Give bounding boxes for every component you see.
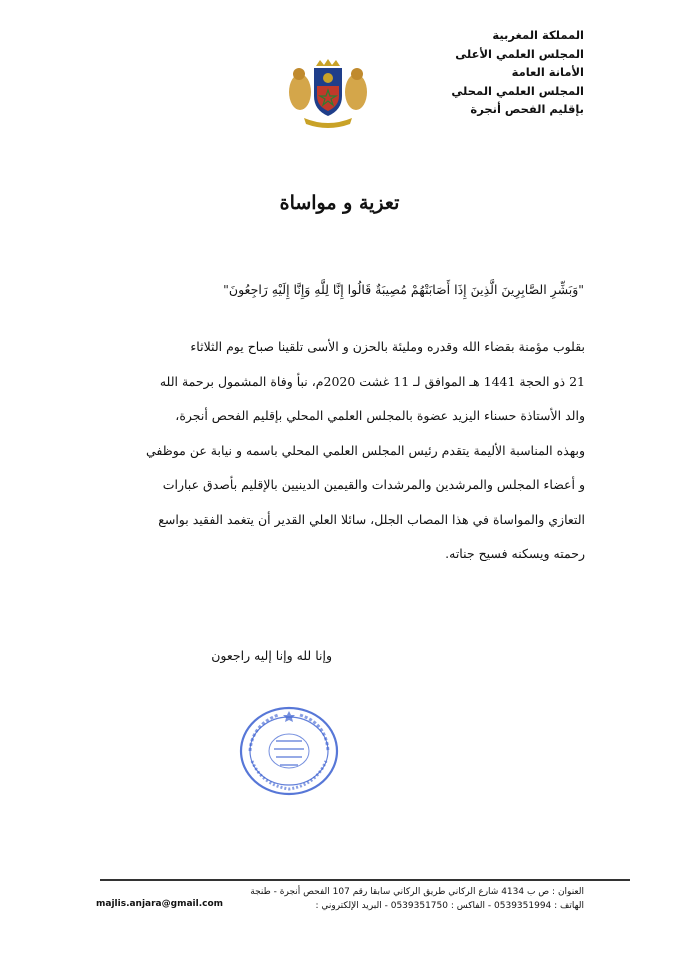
body-line: و أعضاء المجلس والمرشدين والمرشدات والقيمين الدينيين بالإقليم بأصدق عبارات [162,477,585,492]
body-line: بقلوب مؤمنة بقضاء الله وقدره ومليئة بالحزن و الأسى تلقينا صباح يوم الثلاثاء [190,339,585,354]
official-seal-stamp-icon [238,705,340,797]
body-line: وبهذه المناسبة الأليمة يتقدم رئيس المجلس العلمي المحلي باسمه و نيابة عن موظفي [146,442,585,458]
quran-verse: "وَبَشِّرِ الصَّابِرِينَ الَّذِينَ إِذَا أَصَابَتْهُمْ مُصِيبَةٌ قَالُوا إِنَّا لِلَّهِ وَإِنَّا إِلَيْهِ رَاجِعُونَ" [223,282,584,297]
header-line-kingdom: المملكة المغربية [492,28,584,42]
header-line-local-council: المجلس العلمي المحلي [451,83,584,98]
closing-phrase: وإنا لله وإنا إليه راجعون [211,648,332,663]
footer-phone-fax: الهاتف : 0539351994 - الفاكس : 0539351750 - البريد الإلكتروني : [315,901,584,911]
moroccan-coat-of-arms-icon [286,58,370,130]
body-line: والد الأستاذة حسناء اليزيد عضوة بالمجلس العلمي المحلي بإقليم الفحص أنجرة، [175,408,585,423]
header-line-province: بإقليم الفحص أنجرة [470,102,584,116]
footer-contact [64,885,584,913]
footer-address: العنوان : ص ب 4134 شارع الركاني طريق الركاني سابقا رقم 107 الفحص أنجرة - طنجة [250,887,584,897]
footer-divider [100,879,630,881]
body-line: التعازي والمواساة في هذا المصاب الجلل، سائلا العلي القدير أن يتغمد الفقيد بواسع [158,511,585,527]
institution-header [404,26,584,119]
body-line: 21 ذو الحجة 1441 هـ الموافق لـ 11 غشت 2020م، نبأ وفاة المشمول برحمة الله [159,373,585,389]
document-title: تعزية و مواساة [279,192,400,214]
footer-email: majlis.anjara@gmail.com [96,899,224,909]
header-line-general-secretariat: الأمانة العامة [511,65,584,79]
condolence-body [65,330,585,572]
header-line-supreme-council: المجلس العلمي الأعلى [455,46,584,61]
body-line: رحمته ويسكنه فسيح جناته. [445,546,585,561]
